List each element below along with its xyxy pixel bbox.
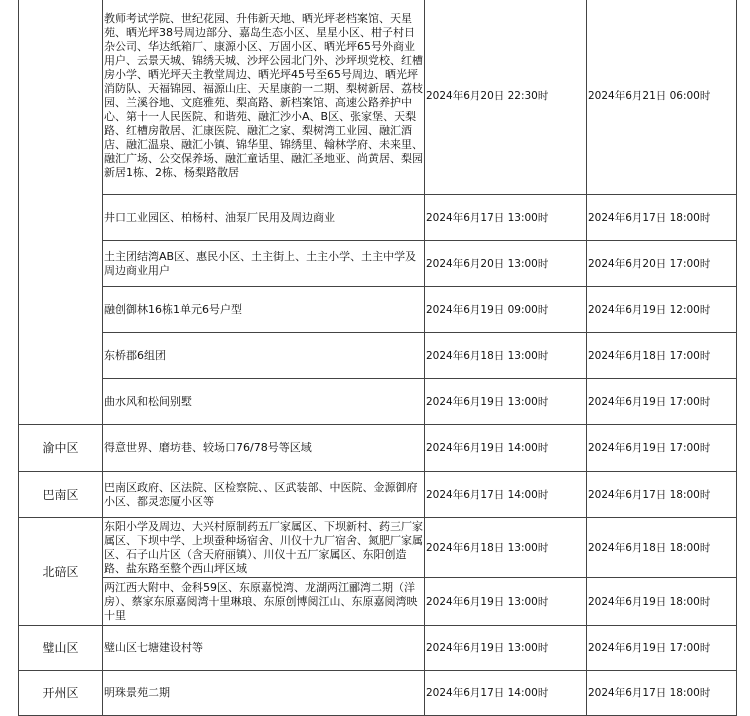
area-cell: 教师考试学院、世纪花园、升伟新天地、晒光坪老档案馆、天星苑、晒光坪38号周边部分、嘉岛生态小区、星星小区、柑子村日杂公司、华达纸箱厂、康源小区、万固小区、晒光坪65号外商业用户、云景天城、锦绣天城、沙坪公园北门外、沙坪坝党校、红槽房小学、晒光坪天主教堂周边、晒光坪45号至65号周边、晒光坪消防队、天福锦园、福源山庄、天星康韵一二期、梨树新居、荔枝园、兰溪谷地、文庭雅苑、梨高路、新档案馆、高速公路养护中心、第十一人民医院、和谐苑、融汇沙小A、B区、张家堡、天梨路、红槽房散居、汇康医院、融汇之家、梨树湾工业园、融汇酒店、融汇温泉、融汇小镇、锦华里、锦绣里、翰林学府、未来里、融汇广场、公交保养场、融汇童话里、融汇圣地亚、尚黄居、梨园新居1栋、2栋、杨梨路散居 [103, 0, 425, 195]
start-time-cell: 2024年6月19日 13:00时 [425, 578, 587, 626]
district-cell: 北碚区 [19, 518, 103, 626]
start-time-cell: 2024年6月18日 13:00时 [425, 333, 587, 379]
table-row [19, 671, 737, 716]
area-cell: 井口工业园区、柏杨村、油泵厂民用及周边商业 [103, 195, 425, 241]
area-cell: 曲水风和松间别墅 [103, 379, 425, 425]
area-cell: 东阳小学及周边、大兴村原制药五厂家属区、下坝新村、药三厂家属区、下坝中学、上坝蚕种场宿舍、川仪十九厂宿舍、氮肥厂家属区、石子山片区（含天府丽镇）、川仪十五厂家属区、东阳创造路、盐东路至整个西山坪区域 [103, 518, 425, 578]
end-time-cell: 2024年6月21日 06:00时 [587, 0, 737, 195]
district-cell: 渝中区 [19, 425, 103, 472]
end-time-cell: 2024年6月17日 18:00时 [587, 195, 737, 241]
area-cell: 土主团结湾AB区、惠民小区、土主街上、土主小学、土主中学及周边商业用户 [103, 241, 425, 287]
area-cell: 东桥郡6组团 [103, 333, 425, 379]
table-row [19, 425, 737, 472]
table-row [19, 626, 737, 671]
start-time-cell: 2024年6月20日 13:00时 [425, 241, 587, 287]
area-cell: 两江西大附中、金科59区、东原嘉悦湾、龙湖两江郦湾二期（洋房）、蔡家东原嘉阅湾十里琳琅、东原创博阅江山、东原嘉阅湾映十里 [103, 578, 425, 626]
start-time-cell: 2024年6月17日 14:00时 [425, 472, 587, 518]
end-time-cell: 2024年6月18日 18:00时 [587, 518, 737, 578]
end-time-cell: 2024年6月18日 17:00时 [587, 333, 737, 379]
area-cell: 璧山区七塘建设村等 [103, 626, 425, 671]
start-time-cell: 2024年6月19日 09:00时 [425, 287, 587, 333]
table-row [19, 333, 737, 379]
table-row [19, 241, 737, 287]
table-row [19, 472, 737, 518]
start-time-cell: 2024年6月18日 13:00时 [425, 518, 587, 578]
end-time-cell: 2024年6月17日 18:00时 [587, 671, 737, 716]
power-outage-table [18, 0, 737, 716]
district-cell: 开州区 [19, 671, 103, 716]
start-time-cell: 2024年6月17日 14:00时 [425, 671, 587, 716]
start-time-cell: 2024年6月19日 13:00时 [425, 379, 587, 425]
start-time-cell: 2024年6月20日 22:30时 [425, 0, 587, 195]
end-time-cell: 2024年6月19日 17:00时 [587, 379, 737, 425]
area-cell: 明珠景苑二期 [103, 671, 425, 716]
table-row [19, 578, 737, 626]
district-cell [19, 0, 103, 425]
end-time-cell: 2024年6月19日 17:00时 [587, 425, 737, 472]
district-cell: 璧山区 [19, 626, 103, 671]
start-time-cell: 2024年6月19日 14:00时 [425, 425, 587, 472]
start-time-cell: 2024年6月19日 13:00时 [425, 626, 587, 671]
area-cell: 融创御林16栋1单元6号户型 [103, 287, 425, 333]
end-time-cell: 2024年6月19日 18:00时 [587, 578, 737, 626]
end-time-cell: 2024年6月20日 17:00时 [587, 241, 737, 287]
start-time-cell: 2024年6月17日 13:00时 [425, 195, 587, 241]
area-cell: 巴南区政府、区法院、区检察院、、区武装部、中医院、金源御府小区、都灵恋厦小区等 [103, 472, 425, 518]
table-row [19, 379, 737, 425]
table-row [19, 0, 737, 195]
table-row [19, 518, 737, 578]
table-row [19, 195, 737, 241]
end-time-cell: 2024年6月17日 18:00时 [587, 472, 737, 518]
table-row [19, 287, 737, 333]
end-time-cell: 2024年6月19日 17:00时 [587, 626, 737, 671]
district-cell: 巴南区 [19, 472, 103, 518]
area-cell: 得意世界、磨坊巷、较场口76/78号等区域 [103, 425, 425, 472]
end-time-cell: 2024年6月19日 12:00时 [587, 287, 737, 333]
